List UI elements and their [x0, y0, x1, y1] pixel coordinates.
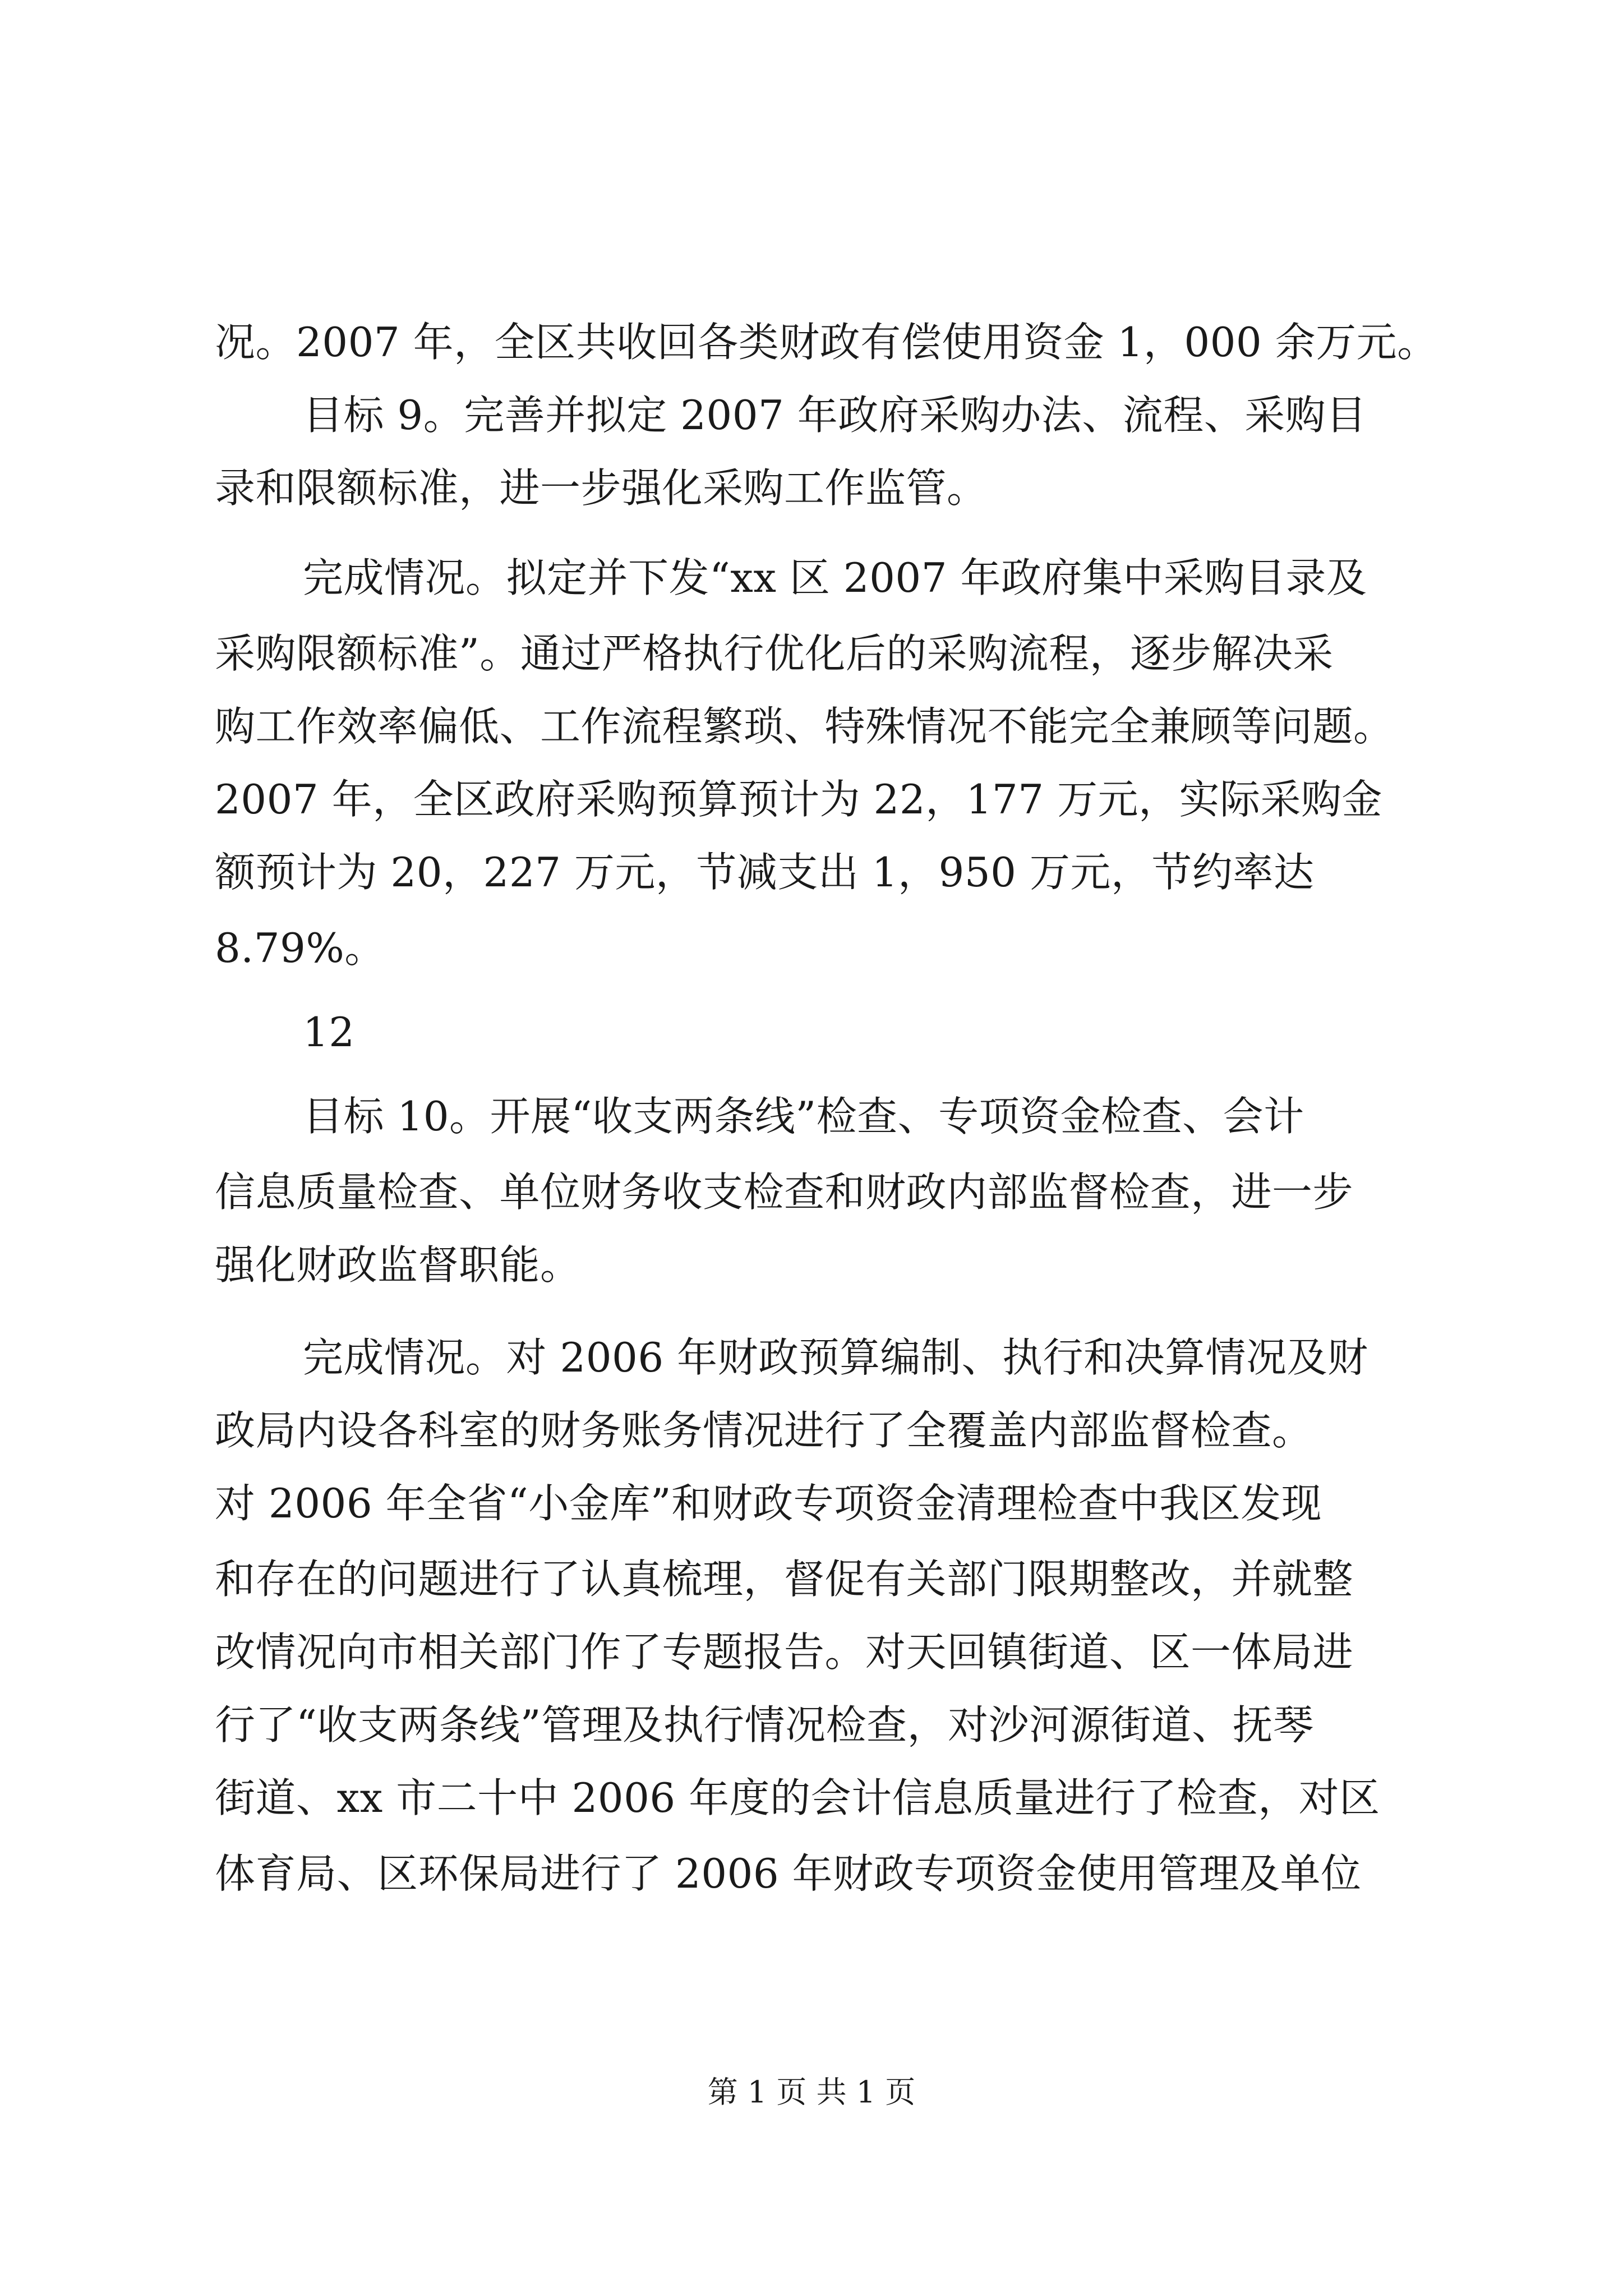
page-marker: 12 — [303, 1009, 355, 1056]
page-footer: 第 1 页 共 1 页 — [707, 2074, 916, 2110]
text-line-4: 完成情况。拟定并下发“xx 区 2007 年政府集中采购目录及 — [303, 554, 1367, 601]
text-line-15: 对 2006 年全省“小金库”和财政专项资金清理检查中我区发现 — [215, 1480, 1322, 1527]
text-line-18: 行了“收支两条线”管理及执行情况检查，对沙河源街道、抚琴 — [215, 1701, 1314, 1749]
text-line-16: 和存在的问题进行了认真梳理，督促有关部门限期整改，并就整 — [215, 1556, 1354, 1603]
text-line-20: 体育局、区环保局进行了 2006 年财政专项资金使用管理及单位 — [215, 1850, 1362, 1897]
text-line-11: 信息质量检查、单位财务收支检查和财政内部监督检查，进一步 — [215, 1168, 1354, 1216]
text-line-3: 录和限额标准，进一步强化采购工作监管。 — [215, 464, 988, 512]
text-line-7: 2007 年，全区政府采购预算预计为 22，177 万元，实际采购金 — [215, 776, 1382, 823]
text-line-1: 况。2007 年，全区共收回各类财政有偿使用资金 1，000 余万元。 — [215, 319, 1438, 366]
text-line-14: 政局内设各科室的财务账务情况进行了全覆盖内部监督检查。 — [215, 1407, 1313, 1454]
text-line-19: 街道、xx 市二十中 2006 年度的会计信息质量进行了检查，对区 — [215, 1774, 1380, 1821]
text-line-17: 改情况向市相关部门作了专题报告。对天回镇街道、区一体局进 — [215, 1628, 1354, 1676]
text-line-10: 目标 10。开展“收支两条线”检查、专项资金检查、会计 — [303, 1093, 1304, 1140]
text-line-5: 采购限额标准”。通过严格执行优化后的采购流程，逐步解决采 — [215, 630, 1334, 677]
text-line-2: 目标 9。完善并拟定 2007 年政府采购办法、流程、采购目 — [303, 392, 1367, 439]
text-line-6: 购工作效率偏低、工作流程繁琐、特殊情况不能完全兼顾等问题。 — [215, 703, 1394, 750]
text-line-13: 完成情况。对 2006 年财政预算编制、执行和决算情况及财 — [303, 1334, 1368, 1381]
text-line-9: 8.79%。 — [215, 924, 385, 972]
text-line-12: 强化财政监督职能。 — [215, 1241, 581, 1289]
text-line-8: 额预计为 20，227 万元，节减支出 1，950 万元，节约率达 — [215, 849, 1315, 896]
